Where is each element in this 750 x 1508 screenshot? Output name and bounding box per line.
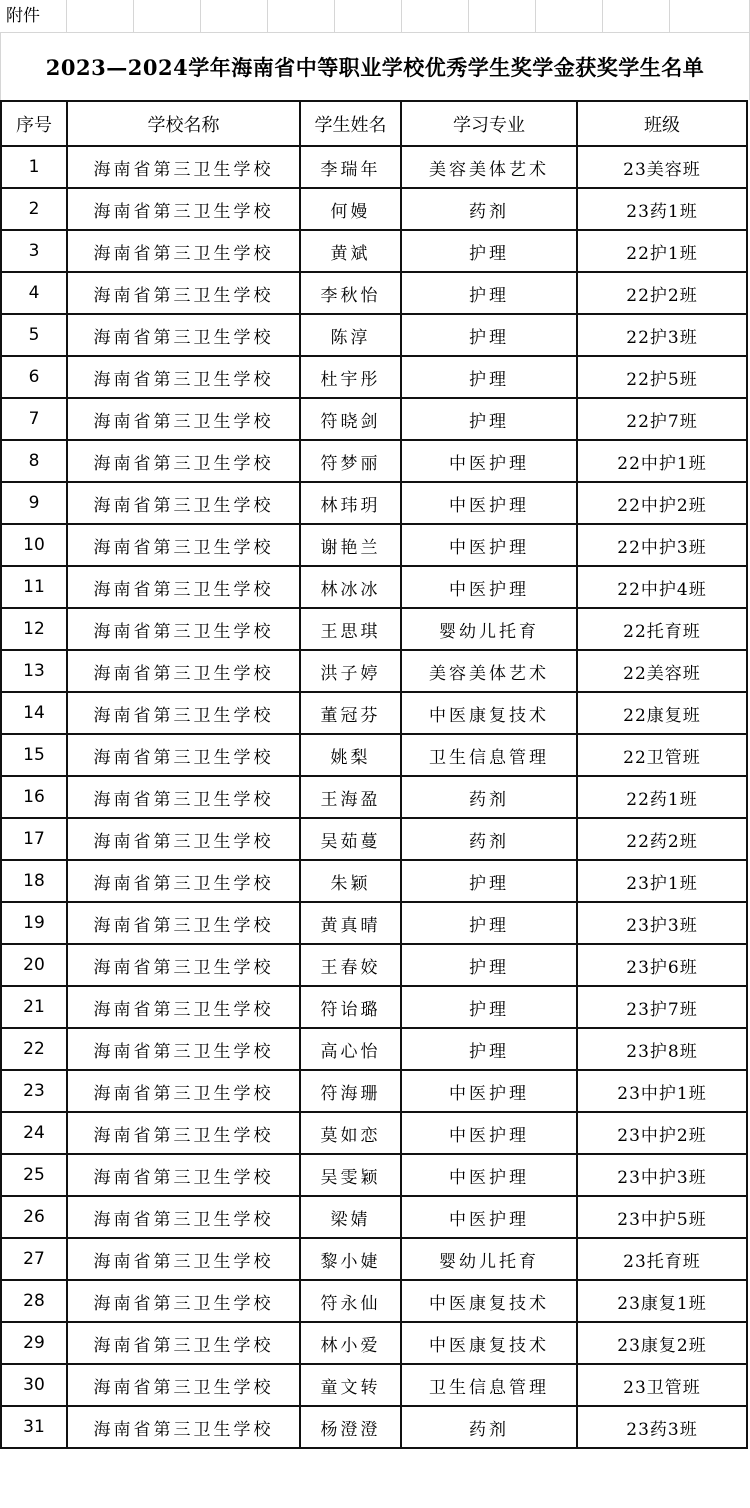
major-cell: 药剂	[401, 1406, 577, 1448]
school-name-cell: 海南省第三卫生学校	[67, 440, 300, 482]
table-row	[1, 1238, 747, 1280]
table-row	[1, 272, 747, 314]
table-row	[1, 1028, 747, 1070]
major-cell: 中医护理	[401, 440, 577, 482]
school-name-cell: 海南省第三卫生学校	[67, 272, 300, 314]
row-index-cell: 13	[1, 650, 67, 692]
row-index-cell: 15	[1, 734, 67, 776]
class-name-cell: 22中护1班	[577, 440, 747, 482]
class-name-cell: 23中护5班	[577, 1196, 747, 1238]
table-row	[1, 818, 747, 860]
class-name-cell: 23中护2班	[577, 1112, 747, 1154]
school-name-cell: 海南省第三卫生学校	[67, 1280, 300, 1322]
row-index-cell: 6	[1, 356, 67, 398]
row-index-cell: 7	[1, 398, 67, 440]
student-name-cell: 符晓剑	[300, 398, 401, 440]
class-name-cell: 22卫管班	[577, 734, 747, 776]
school-name-cell: 海南省第三卫生学校	[67, 230, 300, 272]
class-name-cell: 22护7班	[577, 398, 747, 440]
class-name-cell: 22护1班	[577, 230, 747, 272]
grid-cell	[335, 0, 402, 33]
column-header-student: 学生姓名	[300, 101, 401, 146]
student-name-cell: 洪子婷	[300, 650, 401, 692]
school-name-cell: 海南省第三卫生学校	[67, 818, 300, 860]
table-row	[1, 608, 747, 650]
major-cell: 中医康复技术	[401, 1322, 577, 1364]
student-name-cell: 林冰冰	[300, 566, 401, 608]
school-name-cell: 海南省第三卫生学校	[67, 1112, 300, 1154]
school-name-cell: 海南省第三卫生学校	[67, 566, 300, 608]
table-row	[1, 1112, 747, 1154]
table-header-row	[1, 101, 747, 146]
student-name-cell: 符永仙	[300, 1280, 401, 1322]
grid-cell	[603, 0, 670, 33]
row-index-cell: 11	[1, 566, 67, 608]
class-name-cell: 23中护1班	[577, 1070, 747, 1112]
grid-cell	[670, 0, 750, 33]
major-cell: 中医康复技术	[401, 1280, 577, 1322]
row-index-cell: 9	[1, 482, 67, 524]
row-index-cell: 10	[1, 524, 67, 566]
student-name-cell: 董冠芬	[300, 692, 401, 734]
school-name-cell: 海南省第三卫生学校	[67, 1406, 300, 1448]
major-cell: 药剂	[401, 776, 577, 818]
school-name-cell: 海南省第三卫生学校	[67, 356, 300, 398]
major-cell: 卫生信息管理	[401, 734, 577, 776]
school-name-cell: 海南省第三卫生学校	[67, 1364, 300, 1406]
class-name-cell: 23托育班	[577, 1238, 747, 1280]
major-cell: 药剂	[401, 188, 577, 230]
grid-cell	[201, 0, 268, 33]
major-cell: 美容美体艺术	[401, 650, 577, 692]
class-name-cell: 22美容班	[577, 650, 747, 692]
school-name-cell: 海南省第三卫生学校	[67, 524, 300, 566]
award-roster-table	[0, 100, 748, 1449]
student-name-cell: 何嫚	[300, 188, 401, 230]
class-name-cell: 23美容班	[577, 146, 747, 188]
major-cell: 中医护理	[401, 524, 577, 566]
row-index-cell: 22	[1, 1028, 67, 1070]
major-cell: 护理	[401, 230, 577, 272]
table-row	[1, 188, 747, 230]
table-row	[1, 398, 747, 440]
major-cell: 婴幼儿托育	[401, 608, 577, 650]
class-name-cell: 22护2班	[577, 272, 747, 314]
class-name-cell: 22中护4班	[577, 566, 747, 608]
student-name-cell: 谢艳兰	[300, 524, 401, 566]
row-index-cell: 4	[1, 272, 67, 314]
student-name-cell: 黎小婕	[300, 1238, 401, 1280]
row-index-cell: 8	[1, 440, 67, 482]
school-name-cell: 海南省第三卫生学校	[67, 1028, 300, 1070]
school-name-cell: 海南省第三卫生学校	[67, 986, 300, 1028]
row-index-cell: 17	[1, 818, 67, 860]
major-cell: 中医护理	[401, 1154, 577, 1196]
column-header-class: 班级	[577, 101, 747, 146]
student-name-cell: 林玮玥	[300, 482, 401, 524]
major-cell: 中医护理	[401, 566, 577, 608]
table-row	[1, 1196, 747, 1238]
row-index-cell: 16	[1, 776, 67, 818]
school-name-cell: 海南省第三卫生学校	[67, 1322, 300, 1364]
row-index-cell: 1	[1, 146, 67, 188]
grid-cell	[268, 0, 335, 33]
row-index-cell: 29	[1, 1322, 67, 1364]
school-name-cell: 海南省第三卫生学校	[67, 692, 300, 734]
column-header-major: 学习专业	[401, 101, 577, 146]
class-name-cell: 22药1班	[577, 776, 747, 818]
table-body	[1, 146, 747, 1448]
class-name-cell: 22中护3班	[577, 524, 747, 566]
student-name-cell: 黄真晴	[300, 902, 401, 944]
table-row	[1, 1322, 747, 1364]
major-cell: 中医护理	[401, 1112, 577, 1154]
table-row	[1, 440, 747, 482]
student-name-cell: 杜宇彤	[300, 356, 401, 398]
table-row	[1, 524, 747, 566]
class-name-cell: 22中护2班	[577, 482, 747, 524]
row-index-cell: 23	[1, 1070, 67, 1112]
major-cell: 药剂	[401, 818, 577, 860]
student-name-cell: 朱颖	[300, 860, 401, 902]
major-cell: 中医护理	[401, 1070, 577, 1112]
school-name-cell: 海南省第三卫生学校	[67, 1070, 300, 1112]
table-row	[1, 776, 747, 818]
class-name-cell: 22托育班	[577, 608, 747, 650]
student-name-cell: 童文转	[300, 1364, 401, 1406]
student-name-cell: 符梦丽	[300, 440, 401, 482]
attachment-label: 附件	[6, 6, 40, 26]
school-name-cell: 海南省第三卫生学校	[67, 944, 300, 986]
row-index-cell: 3	[1, 230, 67, 272]
table-row	[1, 146, 747, 188]
row-index-cell: 20	[1, 944, 67, 986]
class-name-cell: 23中护3班	[577, 1154, 747, 1196]
student-name-cell: 黄斌	[300, 230, 401, 272]
class-name-cell: 23护7班	[577, 986, 747, 1028]
column-header-index: 序号	[1, 101, 67, 146]
student-name-cell: 符海珊	[300, 1070, 401, 1112]
major-cell: 中医康复技术	[401, 692, 577, 734]
school-name-cell: 海南省第三卫生学校	[67, 902, 300, 944]
grid-cell	[402, 0, 469, 33]
major-cell: 婴幼儿托育	[401, 1238, 577, 1280]
table-row	[1, 1280, 747, 1322]
student-name-cell: 符诒璐	[300, 986, 401, 1028]
school-name-cell: 海南省第三卫生学校	[67, 188, 300, 230]
student-name-cell: 姚梨	[300, 734, 401, 776]
school-name-cell: 海南省第三卫生学校	[67, 734, 300, 776]
class-name-cell: 23护8班	[577, 1028, 747, 1070]
student-name-cell: 梁婧	[300, 1196, 401, 1238]
student-name-cell: 吴茹蔓	[300, 818, 401, 860]
row-index-cell: 31	[1, 1406, 67, 1448]
major-cell: 护理	[401, 986, 577, 1028]
major-cell: 护理	[401, 314, 577, 356]
table-row	[1, 482, 747, 524]
major-cell: 护理	[401, 398, 577, 440]
row-index-cell: 30	[1, 1364, 67, 1406]
table-row	[1, 986, 747, 1028]
school-name-cell: 海南省第三卫生学校	[67, 314, 300, 356]
table-row	[1, 1154, 747, 1196]
major-cell: 中医护理	[401, 482, 577, 524]
row-index-cell: 26	[1, 1196, 67, 1238]
row-index-cell: 12	[1, 608, 67, 650]
row-index-cell: 28	[1, 1280, 67, 1322]
student-name-cell: 李瑞年	[300, 146, 401, 188]
school-name-cell: 海南省第三卫生学校	[67, 146, 300, 188]
major-cell: 护理	[401, 860, 577, 902]
grid-cell	[67, 0, 134, 33]
student-name-cell: 高心怡	[300, 1028, 401, 1070]
table-row	[1, 1406, 747, 1448]
table-row	[1, 734, 747, 776]
major-cell: 护理	[401, 944, 577, 986]
major-cell: 护理	[401, 902, 577, 944]
table-row	[1, 650, 747, 692]
class-name-cell: 23护1班	[577, 860, 747, 902]
table-row	[1, 692, 747, 734]
major-cell: 中医护理	[401, 1196, 577, 1238]
row-index-cell: 21	[1, 986, 67, 1028]
table-row	[1, 1070, 747, 1112]
class-name-cell: 23康复2班	[577, 1322, 747, 1364]
row-index-cell: 25	[1, 1154, 67, 1196]
student-name-cell: 杨澄澄	[300, 1406, 401, 1448]
table-row	[1, 1364, 747, 1406]
major-cell: 护理	[401, 356, 577, 398]
table-row	[1, 230, 747, 272]
major-cell: 美容美体艺术	[401, 146, 577, 188]
school-name-cell: 海南省第三卫生学校	[67, 1196, 300, 1238]
class-name-cell: 22康复班	[577, 692, 747, 734]
school-name-cell: 海南省第三卫生学校	[67, 398, 300, 440]
row-index-cell: 14	[1, 692, 67, 734]
table-row	[1, 860, 747, 902]
class-name-cell: 23康复1班	[577, 1280, 747, 1322]
grid-cell	[469, 0, 536, 33]
major-cell: 护理	[401, 1028, 577, 1070]
school-name-cell: 海南省第三卫生学校	[67, 860, 300, 902]
major-cell: 卫生信息管理	[401, 1364, 577, 1406]
document-title: 2023—2024学年海南省中等职业学校优秀学生奖学金获奖学生名单	[0, 33, 750, 100]
row-index-cell: 27	[1, 1238, 67, 1280]
student-name-cell: 王思琪	[300, 608, 401, 650]
student-name-cell: 莫如恋	[300, 1112, 401, 1154]
school-name-cell: 海南省第三卫生学校	[67, 482, 300, 524]
column-header-school: 学校名称	[67, 101, 300, 146]
class-name-cell: 23护3班	[577, 902, 747, 944]
school-name-cell: 海南省第三卫生学校	[67, 650, 300, 692]
row-index-cell: 18	[1, 860, 67, 902]
class-name-cell: 22药2班	[577, 818, 747, 860]
school-name-cell: 海南省第三卫生学校	[67, 608, 300, 650]
grid-cell	[134, 0, 201, 33]
class-name-cell: 23药3班	[577, 1406, 747, 1448]
table-row	[1, 356, 747, 398]
row-index-cell: 5	[1, 314, 67, 356]
student-name-cell: 吴雯颖	[300, 1154, 401, 1196]
class-name-cell: 23护6班	[577, 944, 747, 986]
student-name-cell: 林小爱	[300, 1322, 401, 1364]
row-index-cell: 19	[1, 902, 67, 944]
table-row	[1, 944, 747, 986]
spreadsheet-grid-row	[0, 0, 750, 33]
class-name-cell: 23药1班	[577, 188, 747, 230]
class-name-cell: 22护3班	[577, 314, 747, 356]
grid-cell	[536, 0, 603, 33]
row-index-cell: 2	[1, 188, 67, 230]
row-index-cell: 24	[1, 1112, 67, 1154]
school-name-cell: 海南省第三卫生学校	[67, 776, 300, 818]
student-name-cell: 王春姣	[300, 944, 401, 986]
table-row	[1, 902, 747, 944]
class-name-cell: 23卫管班	[577, 1364, 747, 1406]
table-row	[1, 566, 747, 608]
student-name-cell: 王海盈	[300, 776, 401, 818]
school-name-cell: 海南省第三卫生学校	[67, 1154, 300, 1196]
school-name-cell: 海南省第三卫生学校	[67, 1238, 300, 1280]
student-name-cell: 陈淳	[300, 314, 401, 356]
major-cell: 护理	[401, 272, 577, 314]
table-row	[1, 314, 747, 356]
class-name-cell: 22护5班	[577, 356, 747, 398]
student-name-cell: 李秋怡	[300, 272, 401, 314]
